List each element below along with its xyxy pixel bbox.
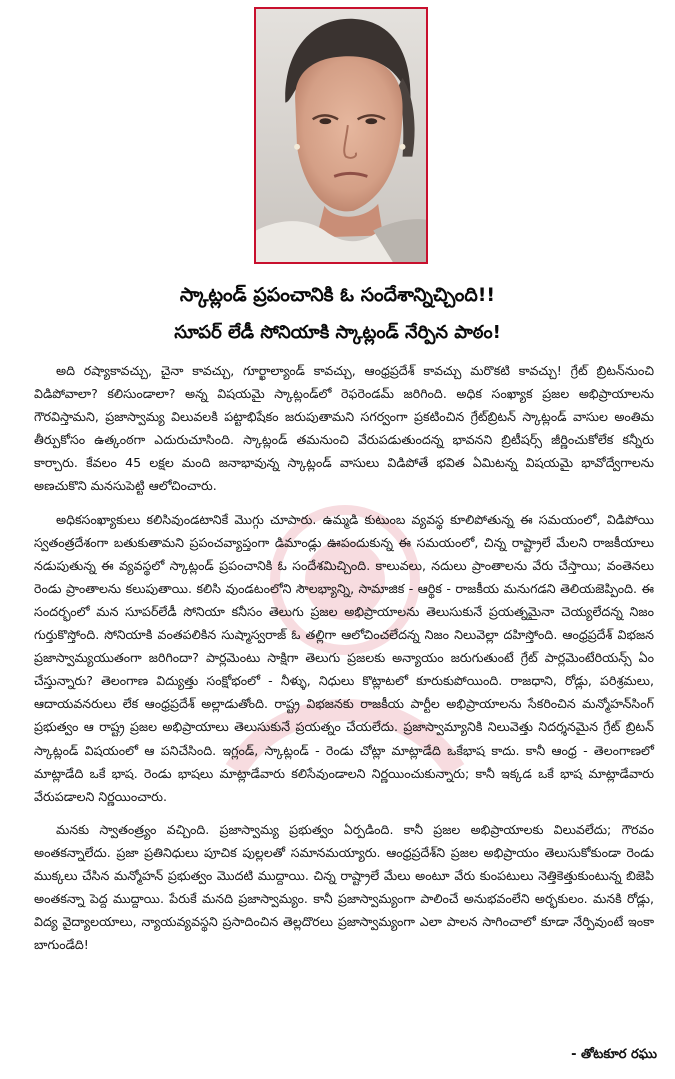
article-body <box>34 359 654 966</box>
author-signature: - తోటకూర రఘు <box>571 1047 657 1062</box>
article-paragraph-2: అధికసంఖ్యాకులు కలిసివుండటానికే మొగ్గు చూపారు. ఉమ్మడి కుటుంబ వ్యవస్థ కూలిపోతున్న ఈ సమయంలో, విడిపోయి స్వతంత్రదేశంగా బతుకుతామని ప్రపంచవ్యాప్తంగా డిమాండ్లు ఊపందుకున్న ఈ సమయంలో, చిన్న రాష్ట్రాలే మేలని రాజకీయాలు నడుపుతున్న ఈ వ్యవస్థలో స్కాట్లండ్ ప్రపంచానికి ఓ సందేశమిచ్చింది. కాలువలు, నదులు ప్రాంతాలను వేరు చేస్తాయి; వంతెనలు రెండు ప్రాంతాలను కలుపుతాయి. కలిసి వుండటంలోని సౌలభ్యాన్ని, సామాజిక - ఆర్థిక - రాజకీయ మనుగడని తెలియజెప్పింది. ఈ సందర్భంలో మన సూపర్‌లేడీ సోనియా కనీసం తెలుగు ప్రజల అభిప్రాయాలను తెలుసుకునే ప్రయత్నమైనా చెయ్యలేదన్న నిజం గుర్తుకొస్తోంది. సోనియాకి వంతపలికిన సుష్మాస్వరాజ్ ఓ తల్లిగా ఆలోచించలేదన్న నిజం నిలువెల్లా దహిస్తోంది. ఆంధ్రప్రదేశ్ విభజన ప్రజాస్వామ్యయుతంగా జరిగిందా? పార్లమెంటు సాక్షిగా తెలుగు ప్రజలకు అన్యాయం జరుగుతుంటే గ్రేట్ పార్లమెంటేరియన్స్ ఏం చేస్తున్నారు? తెలంగాణ విద్యుత్తు సంక్షోభంలో - నీళ్ళు, నిధులు కొట్లాటలో కూరుకుపోయింది. రాజధాని, రోడ్లు, పరిశ్రమలు, ఆదాయవనరులు లేక ఆంధ్రప్రదేశ్ అల్లాడుతోంది. రాష్ట్ర విభజనకు రాజకీయ పార్టీల అభిప్రాయాలను సేకరించిన మన్మోహన్‌సింగ్ ప్రభుత్వం ఆ రాష్ట్ర ప్రజల అభిప్రాయాలు తెలుసుకునే ప్రయత్నం చేయలేదు. ప్రజాస్వామ్యానికి నిలువెత్తు నిదర్శనమైన గ్రేట్ బ్రిటన్ స్కాట్లండ్ విషయంలో ఆ పనిచేసింది. ఇగ్లండ్, స్కాట్లండ్ - రెండు చోట్లా మాట్లాడేది ఒకేభాష కాదు. కానీ ఆంధ్ర - తెలంగాణలో మాట్లాడేది ఒకే భాష. రెండు భాషలు మాట్లాడేవారు కలిసేవుండాలని నిర్ణయించుకున్నారు; కానీ ఇక్కడ ఒకే భాష మాట్లాడేవారు వేరుపడాలని నిర్ణయించారు. <box>34 511 654 804</box>
article-headline: స్కాట్లండ్ ప్రపంచానికి ఓ సందేశాన్నిచ్చింది!! <box>179 284 496 306</box>
article-paragraph-1: అది రష్యాకావచ్చు, చైనా కావచ్చు, గూర్ఖాల్యాండ్ కావచ్చు, ఆంధ్రప్రదేశ్ కావచ్చు మరొకటి కావచ్చు! గ్రేట్ బ్రిటన్‌నుంచి విడిపోవాలా? కలిసుండాలా? అన్న విషయమై స్కాట్లండ్‌లో రెఫరెండమ్ జరిగింది. అధిక సంఖ్యాక ప్రజల అభిప్రాయాలను గౌరవిస్తామని, ప్రజాస్వామ్య విలువలకి పట్టాభిషేకం జరుపుతామని సగర్వంగా ప్రకటించిన గ్రేట్‌బ్రిటన్ స్కాట్లండ్ వాసుల అంతిమ తీర్పుకోసం ఉత్కంఠగా ఎదురుచూసింది. స్కాట్లండ్ తమనుంచి వేరుపడుతుందన్న భావనని బ్రిటీషర్స్ జీర్ణించుకోలేక కన్నీరు కార్చారు. కేవలం 45 లక్షల మంది జనాభావున్న స్కాట్లండ్ వాసులు విడిపోతే భవిత ఏమిటన్న విషయమై భావోద్వేగాలను అణచుకొని మనసుపెట్టి ఆలోచించారు. <box>34 363 654 494</box>
portrait-image <box>256 9 426 262</box>
article-photo <box>254 7 428 264</box>
article-subheadline: సూపర్ లేడీ సోనియాకి స్కాట్లండ్ నేర్పిన పాఠం! <box>174 322 501 343</box>
article-paragraph-3: మనకు స్వాతంత్ర్యం వచ్చింది. ప్రజాస్వామ్య ప్రభుత్వం ఏర్పడింది. కానీ ప్రజల అభిప్రాయాలకు విలువలేదు; గౌరవం అంతకన్నాలేదు. ప్రజా ప్రతినిధులు పూచిక పుల్లలతో సమానమయ్యారు. ఆంధ్రప్రదేశ్‌ని ప్రజల అభిప్రాయం తెలుసుకోకుండా రెండు ముక్కలు చేసిన మన్మోహన్ ప్రభుత్వం మొదటి ముద్దాయి. చిన్న రాష్ట్రాలే మేలు అంటూ వేరు కుంపటులు నెత్తికెత్తుకుంటున్న బిజెపి అంతకన్నా పెద్ద ముద్దాయి. పేరుకే మనది ప్రజాస్వామ్యం. కానీ ప్రజాస్వామ్యంగా పాలించే అనుభవంలేని అర్భకులం. మనకి రోడ్లు, విద్య వైద్యాలయాలు, న్యాయవ్యవస్థని ప్రసాదించిన తెల్లదొరలు ప్రజాస్వామ్యంగా ఎలా పాలన సాగించాలో కూడా నేర్పివుంటే ఇంకా బాగుండేది! <box>34 821 654 953</box>
